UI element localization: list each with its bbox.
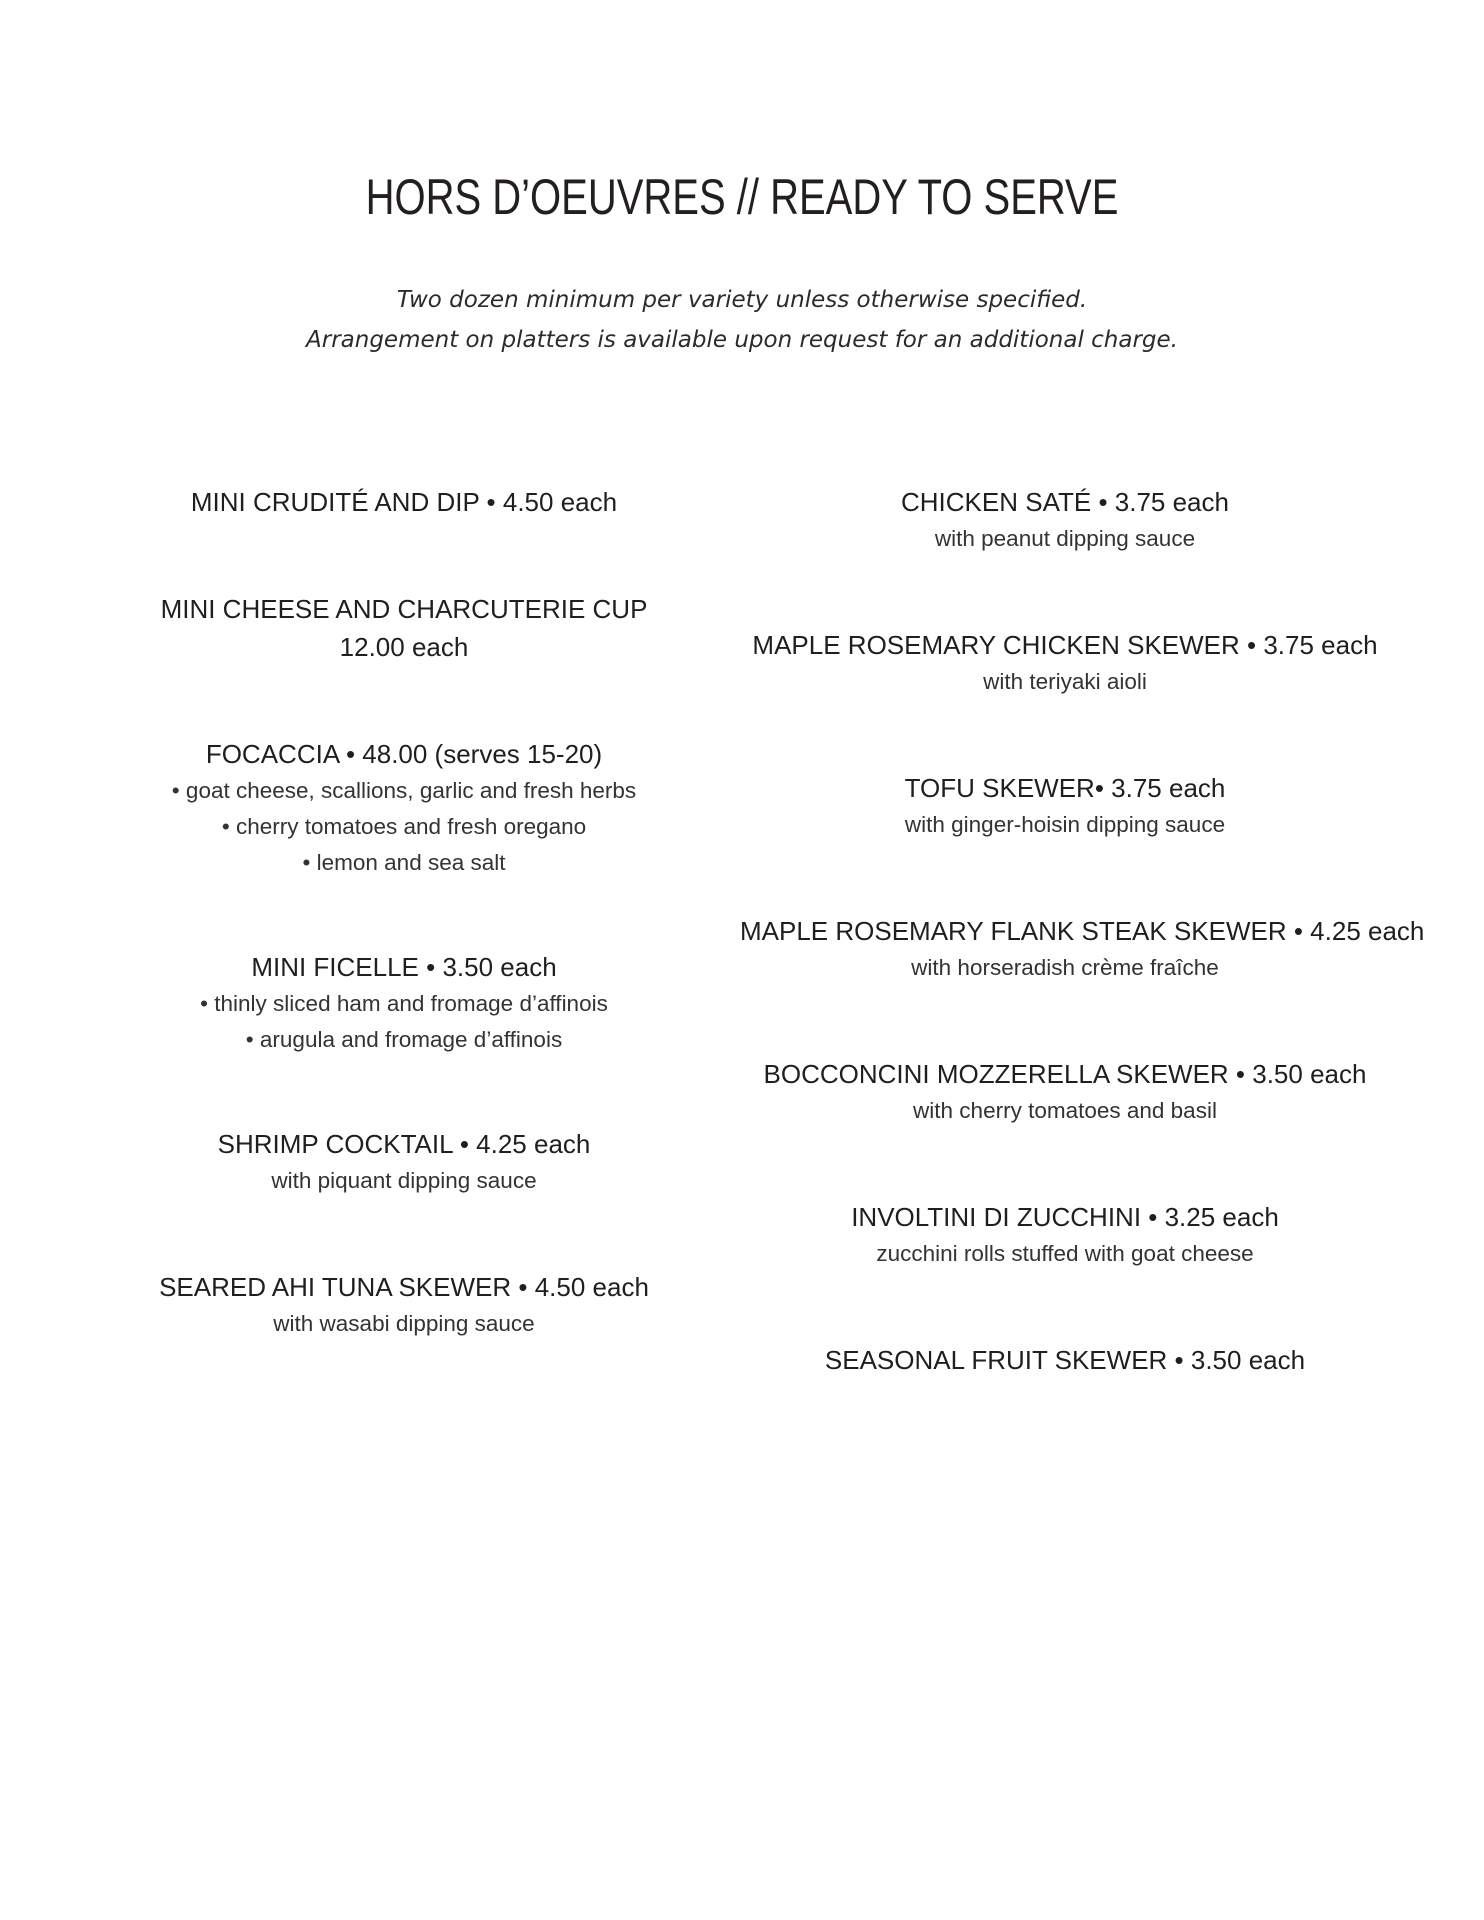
subtitle bbox=[0, 280, 1484, 360]
menu-item-name: CHICKEN SATÉ • 3.75 each bbox=[901, 487, 1229, 517]
menu-item-description: with wasabi dipping sauce bbox=[273, 1311, 535, 1336]
menu-item-name: FOCACCIA • 48.00 (serves 15-20) bbox=[205, 739, 603, 769]
menu-item-description: with cherry tomatoes and basil bbox=[913, 1098, 1217, 1123]
menu-item-name: MINI CHEESE AND CHARCUTERIE CUP bbox=[160, 594, 648, 624]
menu-item-option: • lemon and sea salt bbox=[302, 850, 506, 875]
subtitle-line: Two dozen minimum per variety unless otherwise specified. bbox=[396, 287, 1088, 313]
menu-item-name: BOCCONCINI MOZZERELLA SKEWER • 3.50 each bbox=[763, 1059, 1367, 1089]
menu-item-description: with horseradish crème fraîche bbox=[911, 955, 1219, 980]
menu-item-description: with teriyaki aioli bbox=[983, 669, 1147, 694]
menu-item-price: 12.00 each bbox=[339, 632, 469, 662]
page-title: HORS D’OEUVRES // READY TO SERVE bbox=[365, 169, 1119, 225]
menu-item bbox=[100, 1125, 708, 1199]
menu-item bbox=[100, 948, 708, 1058]
menu-item-option: • cherry tomatoes and fresh oregano bbox=[221, 814, 587, 839]
menu-item bbox=[100, 1268, 708, 1342]
menu-item-description: with piquant dipping sauce bbox=[271, 1168, 537, 1193]
menu-item bbox=[100, 735, 708, 881]
subtitle-line: Arrangement on platters is available upon request for an additional charge. bbox=[306, 327, 1178, 353]
menu-item-name: SHRIMP COCKTAIL • 4.25 each bbox=[217, 1129, 591, 1159]
menu-item-name: INVOLTINI DI ZUCCHINI • 3.25 each bbox=[851, 1202, 1279, 1232]
menu-item-option: • thinly sliced ham and fromage d’affinois bbox=[200, 991, 608, 1016]
menu-item bbox=[100, 483, 708, 521]
menu-item-description: with peanut dipping sauce bbox=[934, 526, 1196, 551]
menu-item bbox=[740, 1055, 1390, 1129]
menu-item bbox=[100, 590, 708, 666]
menu-item bbox=[740, 483, 1390, 557]
menu-item-description: with ginger-hoisin dipping sauce bbox=[904, 812, 1226, 837]
menu-item-name: TOFU SKEWER• 3.75 each bbox=[904, 773, 1226, 803]
menu-item-option: • arugula and fromage d’affinois bbox=[245, 1027, 563, 1052]
menu-item-description: zucchini rolls stuffed with goat cheese bbox=[876, 1241, 1254, 1266]
menu-item-name: MAPLE ROSEMARY FLANK STEAK SKEWER • 4.25 each bbox=[740, 916, 1425, 946]
menu-item-name: MINI FICELLE • 3.50 each bbox=[251, 952, 557, 982]
menu-item bbox=[740, 769, 1390, 843]
menu-item bbox=[740, 1341, 1390, 1379]
menu-item-name: MINI CRUDITÉ AND DIP • 4.50 each bbox=[190, 487, 618, 517]
menu-item bbox=[740, 912, 1425, 986]
menu-item-option: • goat cheese, scallions, garlic and fresh herbs bbox=[171, 778, 637, 803]
menu-item-name: SEASONAL FRUIT SKEWER • 3.50 each bbox=[824, 1345, 1306, 1375]
menu-item-name: MAPLE ROSEMARY CHICKEN SKEWER • 3.75 each bbox=[752, 630, 1378, 660]
menu-item bbox=[740, 1198, 1390, 1272]
menu-item bbox=[740, 626, 1390, 700]
menu-item-name: SEARED AHI TUNA SKEWER • 4.50 each bbox=[159, 1272, 649, 1302]
